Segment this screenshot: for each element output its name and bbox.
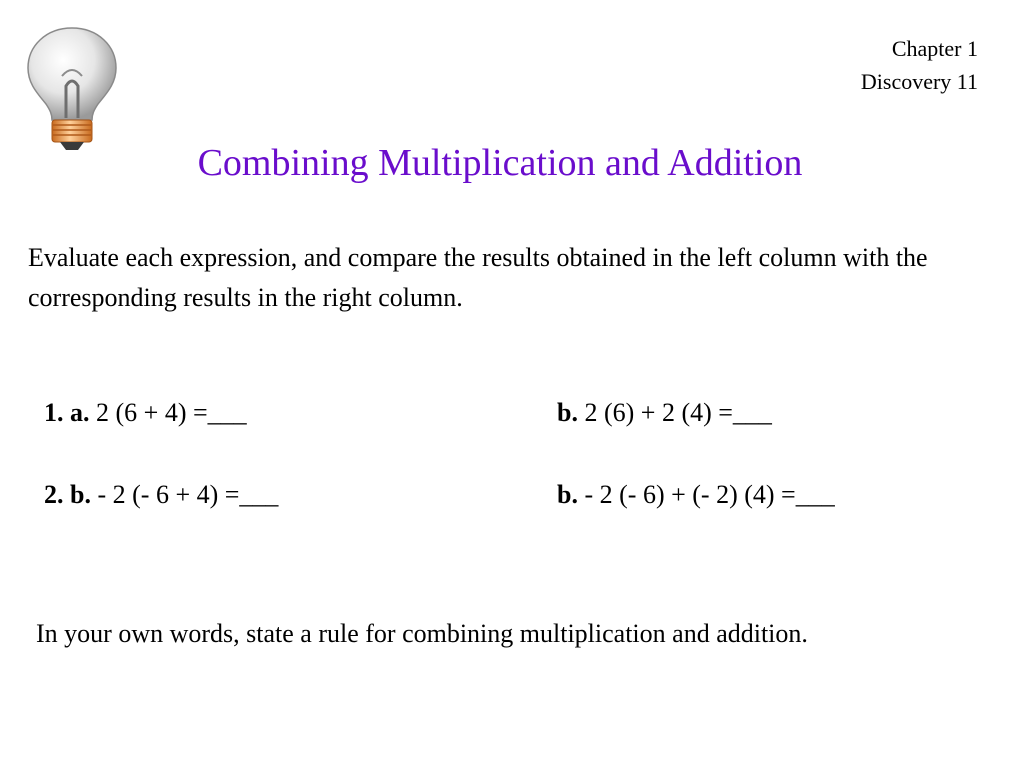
lightbulb-icon: [22, 24, 122, 152]
problem-expression: - 2 (- 6) + (- 2) (4) =___: [577, 480, 835, 509]
problem-2-right: [557, 478, 835, 512]
problem-label: 2. b.: [44, 480, 91, 509]
problem-2-left: [44, 478, 278, 512]
problem-1-right: [557, 396, 772, 430]
problem-label: b.: [557, 398, 578, 427]
page-title: Combining Multiplication and Addition: [197, 142, 803, 184]
closing-prompt: In your own words, state a rule for combining multiplication and addition.: [36, 619, 808, 648]
problem-label: b.: [557, 480, 578, 509]
chapter-label: Chapter 1: [891, 36, 978, 61]
problem-expression: 2 (6 + 4) =___: [89, 398, 247, 427]
discovery-label: Discovery 11: [860, 69, 978, 94]
problem-expression: - 2 (- 6 + 4) =___: [90, 480, 279, 509]
problem-1-left: [44, 396, 247, 430]
problem-expression: 2 (6) + 2 (4) =___: [577, 398, 772, 427]
instructions-text: Evaluate each expression, and compare the results obtained in the left column with the corresponding results in the right column.: [28, 243, 928, 312]
chapter-header: [861, 32, 978, 98]
problem-label: 1. a.: [44, 398, 90, 427]
